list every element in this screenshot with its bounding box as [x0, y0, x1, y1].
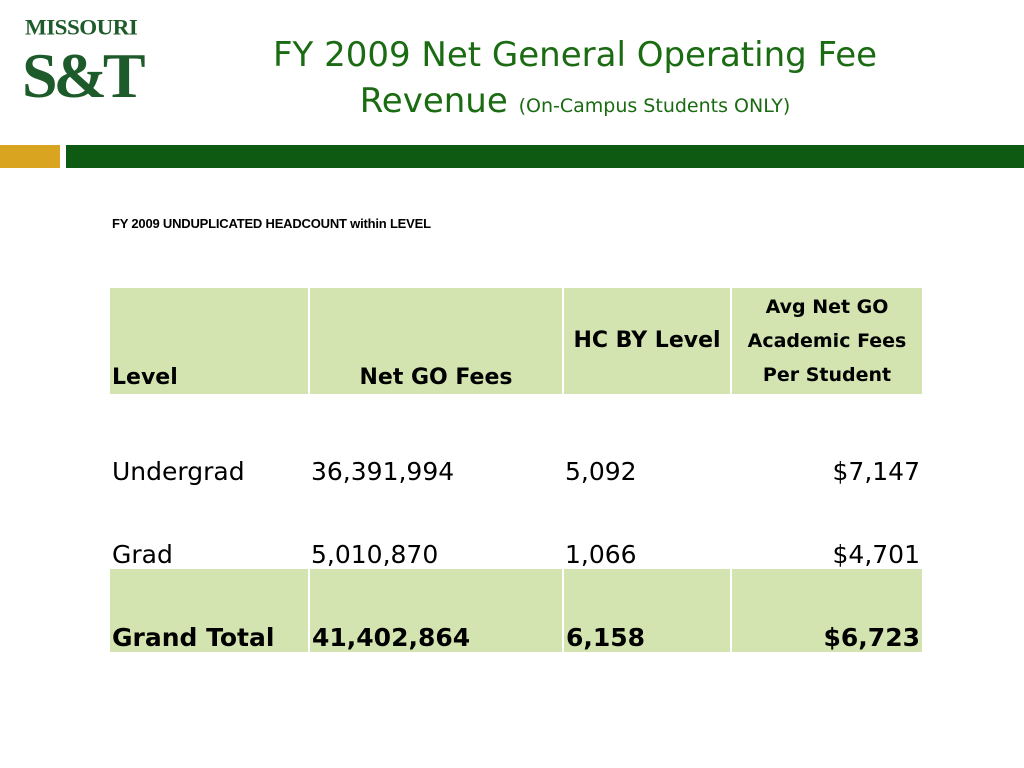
- header-hc-by-level: HC BY Level: [563, 288, 731, 394]
- gold-accent-bar: [0, 145, 60, 168]
- missouri-st-logo: [22, 16, 158, 124]
- fee-revenue-table: [110, 288, 922, 652]
- table-total-row: [110, 569, 922, 652]
- cell-avg-fees: $4,701: [832, 540, 920, 569]
- green-header-bar: [66, 145, 1024, 168]
- total-net-go-fees: 41,402,864: [309, 569, 563, 652]
- title-subtitle: (On-Campus Students ONLY): [518, 95, 791, 117]
- cell-net-go-fees: 5,010,870: [311, 540, 439, 569]
- cell-hc: 1,066: [565, 540, 637, 569]
- total-hc: 6,158: [563, 569, 731, 652]
- cell-hc: 5,092: [565, 457, 637, 486]
- cell-level: Undergrad: [112, 457, 245, 486]
- cell-avg-fees: $7,147: [832, 457, 920, 486]
- total-level: Grand Total: [110, 569, 309, 652]
- table-row: [110, 486, 922, 569]
- header-avg-fees-per-student: Avg Net GO Academic Fees Per Student: [731, 288, 922, 394]
- cell-level: Grad: [112, 540, 173, 569]
- cell-net-go-fees: 36,391,994: [311, 457, 455, 486]
- total-avg-fees: $6,723: [731, 569, 922, 652]
- title-main: FY 2009 Net General Operating Fee Revenue: [272, 35, 878, 121]
- section-label: FY 2009 UNDUPLICATED HEADCOUNT within LEVEL: [112, 216, 431, 231]
- header-net-go-fees: Net GO Fees: [309, 288, 563, 394]
- logo-top-text: MISSOURI: [25, 15, 138, 40]
- table-row: [110, 394, 922, 486]
- slide-title: [200, 32, 950, 129]
- header-level: Level: [110, 288, 309, 394]
- logo-bottom-text: S&T: [22, 40, 142, 111]
- table-header-row: [110, 288, 922, 394]
